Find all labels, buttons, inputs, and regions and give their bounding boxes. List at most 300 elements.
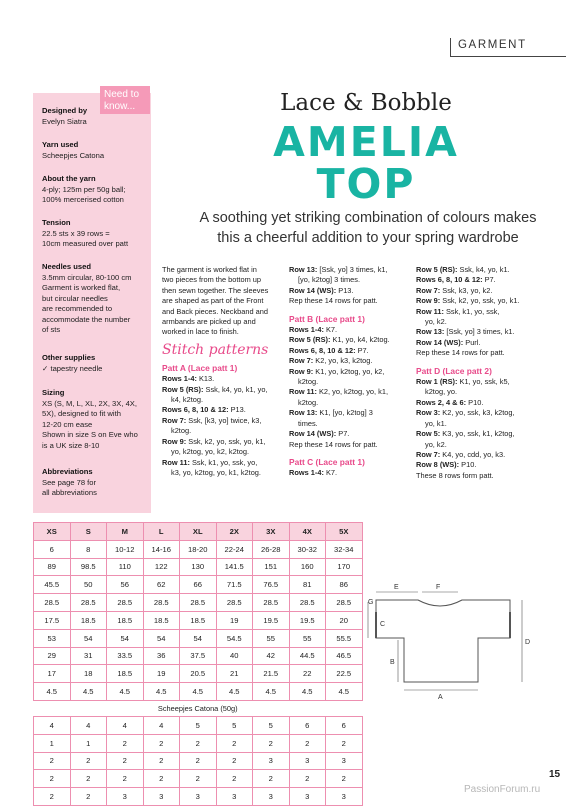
about-yarn-line: 100% mercerised cotton [42,195,124,204]
row-instruction: P7. [336,429,350,439]
table-cell: 2 [107,734,144,752]
table-cell: 55 [289,629,326,647]
row-instruction: K2, yo, ssk, k3, k2tog, [440,408,515,418]
table-cell: 4.5 [180,683,217,701]
table-cell: 4.5 [34,683,71,701]
table-cell: 18.5 [180,611,217,629]
row-instruction: K3, yo, ssk, k1, k2tog, [440,429,515,439]
table-cell: 3 [216,788,253,806]
pattern-row [416,419,548,429]
sizing-block [42,388,152,451]
pattern-row [289,398,413,408]
size-table [33,522,363,806]
row-instruction: These 8 rows form patt. [416,470,494,480]
table-row [34,752,363,770]
row-instruction: P13. [228,405,246,415]
intro-line: two pieces from the bottom up [162,275,262,285]
table-cell: 30-32 [289,540,326,558]
table-cell: S [70,523,107,541]
table-cell: 2 [143,770,180,788]
patt-d-rows [416,377,548,481]
table-cell: 17.5 [34,611,71,629]
table-cell: XS [34,523,71,541]
table-cell: 22 [289,665,326,683]
diagram-label-a: A [438,694,443,701]
row-instruction: yo, k1. [425,418,447,428]
column-2 [289,265,413,479]
table-cell: 3 [253,788,290,806]
yarn-block [42,140,152,161]
table-cell: 18-20 [180,540,217,558]
row-label: Row 5 (RS): [162,384,204,394]
row-instruction: k2tog. [298,377,319,387]
table-cell: 4.5 [253,683,290,701]
pattern-row [416,327,548,337]
table-row [34,523,363,541]
tension-label: Tension [42,218,71,227]
patt-a-heading: Patt A (Lace patt 1) [162,362,238,373]
table-cell: 2 [143,734,180,752]
needles-line: are recommended to [42,304,113,313]
about-yarn-line: 4-ply; 125m per 50g ball; [42,184,126,194]
row-label: Rows 1-4: [289,468,324,478]
pattern-row [289,335,413,345]
row-instruction: Ssk, k4, yo, k1. [457,265,510,274]
table-cell: 20.5 [180,665,217,683]
table-cell: 3 [143,788,180,806]
table-row [34,540,363,558]
table-cell: 2 [253,770,290,788]
table-cell: 4 [70,716,107,734]
row-label: Row 14 (WS): [416,337,464,347]
yarn-label: Yarn used [42,140,79,149]
table-cell: 55.5 [326,629,363,647]
row-label: Row 13: [289,265,318,274]
patt-c-heading: Patt C (Lace patt 1) [289,456,365,467]
table-cell: 40 [216,647,253,665]
pattern-row [289,429,413,439]
row-instruction: K1, [yo, k2tog] 3 [317,408,373,418]
yarn-heading: Scheepjes Catona (50g) [34,700,363,716]
row-label: Row 5 (RS): [416,265,458,274]
row-label: Rows 6, 8, 10 & 12: [289,345,356,355]
table-cell: 5X [326,523,363,541]
other-supplies-label: Other supplies [42,353,96,362]
table-cell: 18.5 [70,611,107,629]
diagram-label-c: C [380,621,386,628]
table-cell: 4X [289,523,326,541]
row-instruction: K4, yo, cdd, yo, k3. [440,449,506,459]
patt-d-heading: Patt D (Lace patt 2) [416,365,492,376]
table-cell: 54 [180,629,217,647]
table-cell: 4.5 [107,683,144,701]
intro-line: worked in lace to finish. [162,327,239,337]
row-label: Row 14 (WS): [289,285,337,295]
pattern-row [162,426,284,436]
patt-a-rows-cont [289,265,413,307]
table-cell: 2 [326,770,363,788]
row-label: Row 9: [416,296,441,306]
table-cell: 3 [289,788,326,806]
table-cell: 28.5 [107,594,144,612]
subtitle-line: A soothing yet striking combination of colours makes [199,210,537,226]
table-cell: 66 [180,576,217,594]
tension-line: 10cm measured over patt [42,239,129,248]
table-cell: 56 [107,576,144,594]
abbreviations-line: See page 78 for [42,477,97,487]
row-label: Row 7: [416,449,441,459]
table-cell: 6 [289,716,326,734]
table-cell: 4 [107,716,144,734]
table-cell: 22-24 [216,540,253,558]
diagram-label-e: E [394,584,399,591]
column-1 [162,265,284,478]
table-cell: 26-28 [253,540,290,558]
pattern-row [289,377,413,387]
table-cell: 18.5 [107,611,144,629]
designer-value: Evelyn Siatra [42,116,87,126]
table-cell: 28.5 [70,594,107,612]
row-label: Row 13: [289,408,318,418]
table-cell: 151 [253,558,290,576]
row-instruction: K2, yo, k2tog, yo, k1, [316,387,389,397]
table-cell: 160 [289,558,326,576]
intro-line: are shaped as part of the Front [162,296,264,306]
pattern-row [289,296,413,306]
table-cell: 1 [70,734,107,752]
table-cell: 28.5 [289,594,326,612]
row-instruction: Rep these 14 rows for patt. [289,439,378,449]
pattern-row [162,458,284,468]
table-cell: 5 [180,716,217,734]
pattern-row [289,408,413,418]
needles-label: Needles used [42,262,91,271]
pattern-row [289,265,413,275]
section-tab [450,38,566,57]
table-row [34,594,363,612]
table-cell: 110 [107,558,144,576]
diagram-label-g: G [368,599,374,606]
table-cell: 3 [326,752,363,770]
needles-line: 3.5mm circular, 80-100 cm [42,272,132,282]
pattern-row [416,377,548,387]
table-row [34,629,363,647]
needles-line: of sts [42,325,61,334]
row-label: Rows 1-4: [162,374,197,384]
pattern-row [416,275,548,285]
row-instruction: k2tog, yo. [425,387,458,397]
table-cell: 10-12 [107,540,144,558]
pattern-row [162,447,284,457]
sizing-line: XS (S, M, L, XL, 2X, 3X, 4X, [42,398,137,408]
stitch-patterns-heading: Stitch patterns [162,341,269,358]
designer-label: Designed by [42,106,88,115]
table-cell: 2 [70,752,107,770]
table-cell: 2X [216,523,253,541]
row-instruction: times. [298,418,318,428]
table-cell: 2 [107,752,144,770]
table-cell: 170 [326,558,363,576]
row-instruction: K7. [323,468,338,478]
pattern-row [416,348,548,358]
pattern-row [416,317,548,327]
table-cell: 4 [143,716,180,734]
table-cell: 21.5 [253,665,290,683]
table-cell: 3 [253,752,290,770]
table-cell: XL [180,523,217,541]
needles-line: Garment is worked flat, [42,283,121,292]
table-row [34,647,363,665]
table-cell: 2 [216,752,253,770]
table-cell: 81 [289,576,326,594]
intro-line: armbands are picked up and [162,317,256,327]
pattern-row [416,387,548,397]
table-cell: 8 [70,540,107,558]
table-cell: 20 [326,611,363,629]
row-instruction: [Ssk, yo] 3 times, k1, [317,265,388,274]
pattern-row [289,346,413,356]
need-to-know-tag: Need to know... [100,86,150,114]
row-label: Row 7: [162,415,187,425]
table-cell: 31 [70,647,107,665]
table-cell: 18.5 [107,665,144,683]
table-row [34,576,363,594]
row-label: Row 3: [416,408,441,418]
pattern-row [289,387,413,397]
table-row [34,611,363,629]
table-row [34,558,363,576]
row-instruction: K7. [323,325,338,335]
diagram-label-b: B [390,659,395,666]
row-instruction: P10. [459,460,477,470]
table-cell: 3 [107,788,144,806]
pattern-row [162,405,284,415]
table-cell: 62 [143,576,180,594]
table-cell: 2 [34,752,71,770]
row-instruction: Purl. [463,337,481,347]
row-instruction: [yo, k2tog] 3 times. [298,275,361,285]
sizing-line: is a UK size 8-10 [42,440,100,450]
table-cell: 2 [180,752,217,770]
needles-block [42,262,152,336]
row-instruction: Ssk, k1, yo, ssk, yo, [189,457,258,467]
table-cell: 6 [326,716,363,734]
table-cell: 2 [253,734,290,752]
table-cell: 141.5 [216,558,253,576]
table-cell: 54 [107,629,144,647]
table-cell: 19.5 [289,611,326,629]
table-cell: 3 [326,788,363,806]
title-line-1: AMELIA [273,118,459,166]
intro-text [162,265,284,338]
title-line-2: TOP [316,160,416,208]
pattern-row [162,395,284,405]
tension-block [42,218,152,250]
table-cell: 89 [34,558,71,576]
row-instruction: Ssk, k4, yo, k1, yo, [203,384,268,394]
table-cell: 18 [70,665,107,683]
table-cell: 28.5 [326,594,363,612]
table-cell: 33.5 [107,647,144,665]
table-cell: 2 [107,770,144,788]
pattern-row [416,265,548,275]
table-cell: 3X [253,523,290,541]
table-cell: 21 [216,665,253,683]
patt-c-rows [289,468,413,478]
pattern-row [416,450,548,460]
row-label: Row 7: [416,285,441,295]
row-label: Rows 1-4: [289,325,324,335]
row-label: Row 5: [416,429,441,439]
pattern-row [416,338,548,348]
table-cell: 86 [326,576,363,594]
table-cell: 2 [34,770,71,788]
table-cell: 55 [253,629,290,647]
pattern-row [416,286,548,296]
table-row [34,716,363,734]
row-instruction: P10. [466,397,484,407]
table-cell: 29 [34,647,71,665]
pattern-row [162,468,284,478]
row-label: Row 9: [289,366,314,376]
row-instruction: yo, k2. [425,439,447,449]
patt-b-heading: Patt B (Lace patt 1) [289,313,365,324]
tension-line: 22.5 sts x 39 rows = [42,228,110,238]
row-instruction: P7. [482,275,496,285]
table-cell: 54 [70,629,107,647]
row-label: Row 11: [162,457,190,467]
pattern-row [289,419,413,429]
pattern-row [416,440,548,450]
patt-c-rows-cont [416,265,548,359]
page-number: 15 [549,769,561,780]
diagram-label-f: F [436,584,441,591]
table-cell: M [107,523,144,541]
pattern-row [162,437,284,447]
patt-b-rows [289,325,413,450]
pattern-row [416,398,548,408]
other-supplies-value: ✓ tapestry needle [42,363,103,373]
row-instruction: Rep these 14 rows for patt. [289,296,378,306]
pattern-row [162,374,284,384]
table-cell: 4.5 [289,683,326,701]
row-label: Row 1 (RS): [416,377,458,387]
table-row [34,734,363,752]
other-supplies-block [42,353,152,374]
row-label: Rows 6, 8, 10 & 12: [162,405,229,415]
subtitle-line: this a cheerful addition to your spring wardrobe [217,230,519,246]
yarn-heading-row [34,700,363,716]
table-cell: 76.5 [253,576,290,594]
table-cell: 6 [34,540,71,558]
row-label: Rows 2, 4 & 6: [416,397,467,407]
row-instruction: Ssk, k3, yo, k2. [440,285,493,295]
watermark: PassionForum.ru [464,784,541,795]
table-cell: 130 [180,558,217,576]
table-cell: 4.5 [70,683,107,701]
row-instruction: K2, yo, k3, k2tog. [313,356,373,366]
table-cell: 3 [289,752,326,770]
table-cell: 17 [34,665,71,683]
table-row [34,683,363,701]
table-cell: 4.5 [143,683,180,701]
garment-outline [376,600,510,682]
table-cell: 2 [216,734,253,752]
about-yarn-block [42,174,152,206]
table-cell: 28.5 [34,594,71,612]
row-instruction: k2tog. [298,397,319,407]
row-label: Row 14 (WS): [289,429,337,439]
garment-schematic [360,582,540,702]
table-cell: 2 [70,770,107,788]
sizing-label: Sizing [42,388,65,397]
pattern-row [416,429,548,439]
row-instruction: Ssk, k2, yo, ssk, yo, k1. [440,296,520,306]
divider [450,38,451,56]
table-cell: 42 [253,647,290,665]
table-cell: 50 [70,576,107,594]
table-row [34,788,363,806]
table-row [34,665,363,683]
table-cell: 4 [34,716,71,734]
row-instruction: P7. [355,345,369,355]
table-cell: 44.5 [289,647,326,665]
table-cell: 3 [180,788,217,806]
table-cell: 28.5 [180,594,217,612]
table-cell: 45.5 [34,576,71,594]
abbreviations-line: all abbreviations [42,488,97,497]
row-label: Row 8 (WS): [416,460,460,470]
table-cell: 5 [253,716,290,734]
row-instruction: K1, yo, k2tog, yo, k2, [313,366,385,376]
table-cell: 28.5 [216,594,253,612]
table-cell: 18.5 [143,611,180,629]
row-label: Row 7: [289,356,314,366]
table-cell: 122 [143,558,180,576]
yarn-value: Scheepjes Catona [42,150,105,160]
pattern-row [416,307,548,317]
intro-line: then sewn together. The sleeves [162,285,269,295]
pattern-row [289,468,413,478]
row-instruction: K1, yo, ssk, k5, [457,377,510,387]
pattern-row [289,275,413,285]
table-cell: 19.5 [253,611,290,629]
title-kicker: Lace & Bobble [280,90,452,116]
table-cell: 22.5 [326,665,363,683]
sizing-line: 5X), designed to fit with [42,409,121,418]
row-instruction: k3, yo, k2tog, yo, k1, k2tog. [171,467,261,477]
pattern-row [162,416,284,426]
needles-line: accommodate the number [42,314,131,324]
designer-block [42,106,152,127]
pattern-row [289,440,413,450]
row-instruction: k2tog. [171,426,192,436]
row-instruction: yo, k2. [425,317,447,327]
abbreviations-block [42,467,152,499]
row-instruction: K1, yo, k4, k2tog. [330,335,390,345]
table-cell: 28.5 [143,594,180,612]
patt-a-rows [162,374,284,478]
table-cell: 53 [34,629,71,647]
table-cell: 4.5 [326,683,363,701]
pattern-row [416,471,548,481]
table-cell: 46.5 [326,647,363,665]
pattern-row [289,367,413,377]
row-instruction: Ssk, [k3, yo] twice, k3, [186,415,262,425]
table-cell: 2 [180,734,217,752]
table-cell: 2 [216,770,253,788]
intro-line: and Back pieces. Neckband and [162,306,269,316]
